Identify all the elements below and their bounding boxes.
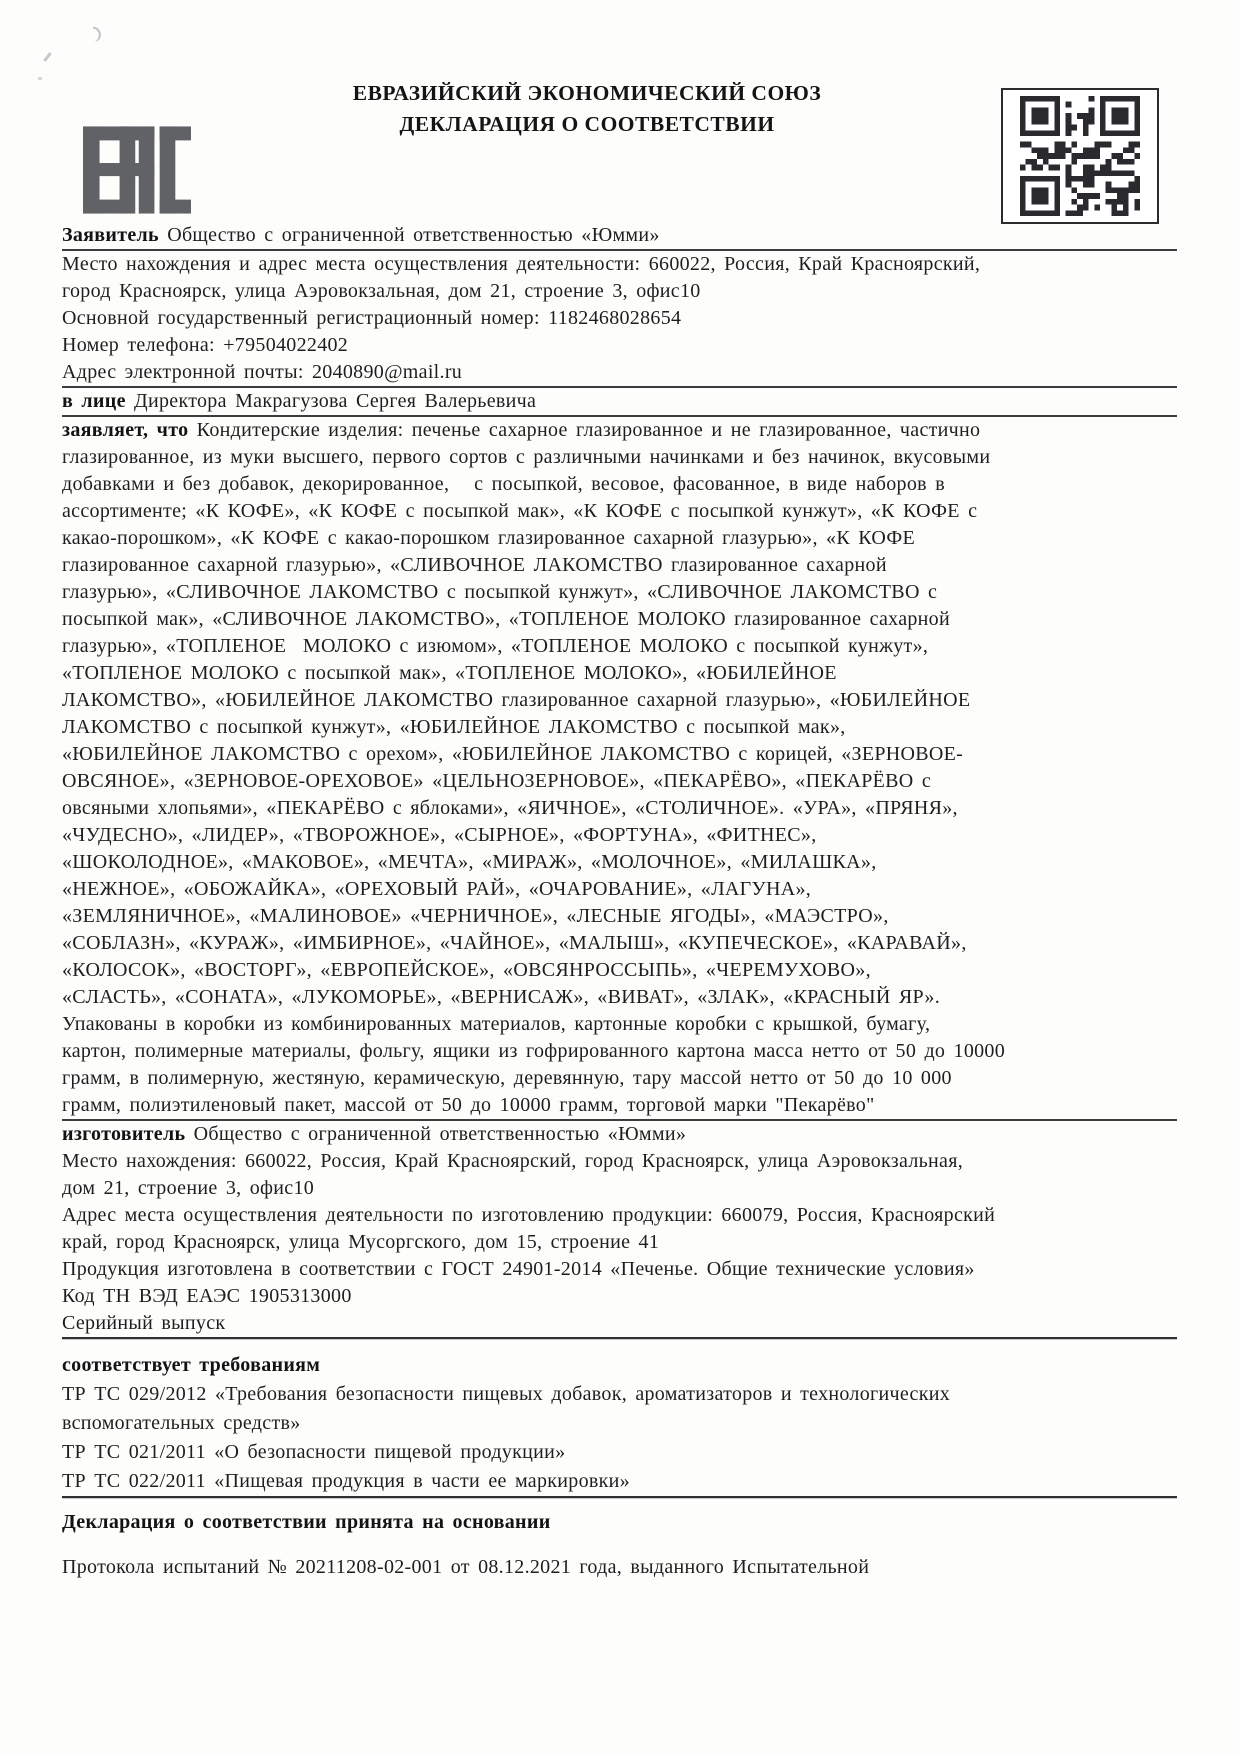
text-line: город Красноярск, улица Аэровокзальная, дом 21, строение 3, офис10 (62, 280, 701, 302)
text-line: Продукция изготовлена в соответствии с ГОСТ 24901-2014 «Печенье. Общие технические условия» (62, 1258, 975, 1280)
compliance-section (62, 1351, 1177, 1498)
text-line: Адрес электронной почты: 2040890@mail.ru (62, 361, 463, 383)
scan-artifact (43, 52, 52, 62)
text-line: глазурью», «СЛИВОЧНОЕ ЛАКОМСТВО с посыпкой кунжут», «СЛИВОЧНОЕ ЛАКОМСТВО с (62, 581, 938, 603)
text-line: ТР ТС 021/2011 «О безопасности пищевой продукции» (62, 1441, 566, 1463)
text-line: посыпкой мак», «СЛИВОЧНОЕ ЛАКОМСТВО», «ТОПЛЕНОЕ МОЛОКО глазированное сахарной (62, 608, 950, 630)
text-line: «НЕЖНОЕ», «ОБОЖАЙКА», «ОРЕХОВЫЙ РАЙ», «ОЧАРОВАНИЕ», «ЛАГУНА», (62, 878, 812, 900)
text-line: Номер телефона: +79504022402 (62, 334, 349, 356)
in-person-line (62, 388, 1177, 415)
text-line: картон, полимерные материалы, фольгу, ящики из гофрированного картона масса нетто от 50 до 10000 (62, 1040, 1006, 1062)
declares-first-line: Кондитерские изделия: печенье сахарное глазированное и не глазированное, частично (188, 419, 981, 441)
in-person-label: в лице (62, 390, 126, 412)
text-line: Упакованы в коробки из комбинированных материалов, картонные коробки с крышкой, бумагу, (62, 1013, 931, 1035)
manufacturer-line (62, 1121, 1177, 1148)
text-line: ТР ТС 022/2011 «Пищевая продукция в части ее маркировки» (62, 1470, 630, 1492)
text-line: «СЛАСТЬ», «СОНАТА», «ЛУКОМОРЬЕ», «ВЕРНИСАЖ», «ВИВАТ», «ЗЛАК», «КРАСНЫЙ ЯР». (62, 986, 941, 1008)
text-line: грамм, полиэтиленовый пакет, массой от 50 до 10000 грамм, торговой марки "Пекарёво" (62, 1094, 875, 1116)
text-line: Основной государственный регистрационный номер: 1182468028654 (62, 307, 682, 329)
basis-section (62, 1508, 1177, 1582)
text-line: Серийный выпуск (62, 1312, 226, 1334)
text-line: овсяными хлопьями», «ПЕКАРЁВО с яблоками», «ЯИЧНОЕ», «СТОЛИЧНОЕ». «УРА», «ПРЯНЯ», (62, 797, 958, 819)
applicant-details (62, 251, 1177, 388)
text-line: дом 21, строение 3, офис10 (62, 1177, 315, 1199)
document-title (297, 78, 877, 140)
text-line: ассортименте; «К КОФЕ», «К КОФЕ с посыпкой мак», «К КОФЕ с посыпкой кунжут», «К КОФЕ с (62, 500, 978, 522)
applicant-name: Общество с ограниченной ответственностью «Юмми» (158, 224, 660, 246)
in-person-row (62, 388, 1177, 417)
text-line: «ЮБИЛЕЙНОЕ ЛАКОМСТВО с орехом», «ЮБИЛЕЙНОЕ ЛАКОМСТВО с корицей, «ЗЕРНОВОЕ- (62, 743, 964, 765)
declaration-title: ДЕКЛАРАЦИЯ О СООТВЕТСТВИИ (399, 112, 775, 136)
eac-conformity-mark-icon (83, 122, 191, 218)
text-line: ЛАКОМСТВО», «ЮБИЛЕЙНОЕ ЛАКОМСТВО глазированное сахарной глазурью», «ЮБИЛЕЙНОЕ (62, 689, 971, 711)
manufacturer-details (62, 1148, 1177, 1337)
compliance-heading: соответствует требованиям (62, 1354, 321, 1376)
text-line: вспомогательных средств» (62, 1412, 301, 1434)
text-line: «ШОКОЛОДНОЕ», «МАКОВОЕ», «МЕЧТА», «МИРАЖ», «МОЛОЧНОЕ», «МИЛАШКА», (62, 851, 877, 873)
text-line: «ЗЕМЛЯНИЧНОЕ», «МАЛИНОВОЕ» «ЧЕРНИЧНОЕ», «ЛЕСНЫЕ ЯГОДЫ», «МАЭСТРО», (62, 905, 889, 927)
scan-artifact (91, 27, 102, 43)
scan-artifact (38, 77, 42, 80)
document-body (62, 222, 1177, 1582)
applicant-heading-row (62, 222, 1177, 251)
manufacturer-label: изготовитель (62, 1123, 186, 1145)
text-line: «КОЛОСОК», «ВОСТОРГ», «ЕВРОПЕЙСКОЕ», «ОВСЯНРОССЫПЬ», «ЧЕРЕМУХОВО», (62, 959, 871, 981)
text-line: ОВСЯНОЕ», «ЗЕРНОВОЕ-ОРЕХОВОЕ» «ЦЕЛЬНОЗЕРНОВОЕ», «ПЕКАРЁВО», «ПЕКАРЁВО с (62, 770, 932, 792)
text-line: ТР ТС 029/2012 «Требования безопасности пищевых добавок, ароматизаторов и технологических (62, 1383, 951, 1405)
union-title: ЕВРАЗИЙСКИЙ ЭКОНОМИЧЕСКИЙ СОЮЗ (352, 81, 822, 105)
basis-heading: Декларация о соответствии принята на основании (62, 1511, 551, 1533)
qr-code-icon (1001, 88, 1159, 224)
text-line: Адрес места осуществления деятельности по изготовлению продукции: 660079, Россия, Красноярский (62, 1204, 996, 1226)
text-line: ЛАКОМСТВО с посыпкой кунжут», «ЮБИЛЕЙНОЕ ЛАКОМСТВО с посыпкой мак», (62, 716, 846, 738)
text-line: «ЧУДЕСНО», «ЛИДЕР», «ТВОРОЖНОЕ», «СЫРНОЕ», «ФОРТУНА», «ФИТНЕС», (62, 824, 817, 846)
manufacturer-section (62, 1121, 1177, 1339)
declaration-section (62, 417, 1177, 1121)
in-person-text: Директора Макрагузова Сергея Валерьевича (125, 390, 537, 412)
text-line: Место нахождения и адрес места осуществления деятельности: 660022, Россия, Край Красноярский, (62, 253, 981, 275)
declares-label: заявляет, что (62, 419, 189, 441)
text-line: «ТОПЛЕНОЕ МОЛОКО с посыпкой мак», «ТОПЛЕНОЕ МОЛОКО», «ЮБИЛЕЙНОЕ (62, 662, 837, 684)
text-line: край, город Красноярск, улица Мусоргского, дом 15, строение 41 (62, 1231, 660, 1253)
text-line: «СОБЛАЗН», «КУРАЖ», «ИМБИРНОЕ», «ЧАЙНОЕ», «МАЛЫШ», «КУПЕЧЕСКОЕ», «КАРАВАЙ», (62, 932, 967, 954)
text-line: Место нахождения: 660022, Россия, Край Красноярский, город Красноярск, улица Аэровокзальная, (62, 1150, 964, 1172)
applicant-label: Заявитель (62, 224, 159, 246)
compliance-requirements (62, 1380, 1177, 1496)
manufacturer-name: Общество с ограниченной ответственностью «Юмми» (185, 1123, 687, 1145)
product-list (62, 444, 1177, 1119)
text-line: добавками и без добавок, декорированное, с посыпкой, весовое, фасованное, в виде наборов в (62, 473, 945, 495)
protocol-line: Протокола испытаний № 20211208-02-001 от 08.12.2021 года, выданного Испытательной (62, 1556, 870, 1578)
text-line: глазированное сахарной глазурью», «СЛИВОЧНОЕ ЛАКОМСТВО глазированное сахарной (62, 554, 887, 576)
text-line: глазированное, из муки высшего, первого сортов с различными начинками и без начинок, вкусовыми (62, 446, 991, 468)
applicant-line (62, 222, 1177, 249)
text-line: глазурью», «ТОПЛЕНОЕ МОЛОКО с изюмом», «ТОПЛЕНОЕ МОЛОКО с посыпкой кунжут», (62, 635, 929, 657)
text-line: грамм, в полимерную, жестяную, керамическую, деревянную, тару массой нетто от 50 до 10 000 (62, 1067, 952, 1089)
declares-line (62, 417, 1177, 444)
text-line: Код ТН ВЭД ЕАЭС 1905313000 (62, 1285, 352, 1307)
text-line: какао-порошком», «К КОФЕ с какао-порошком глазированное сахарной глазурью», «К КОФЕ (62, 527, 916, 549)
